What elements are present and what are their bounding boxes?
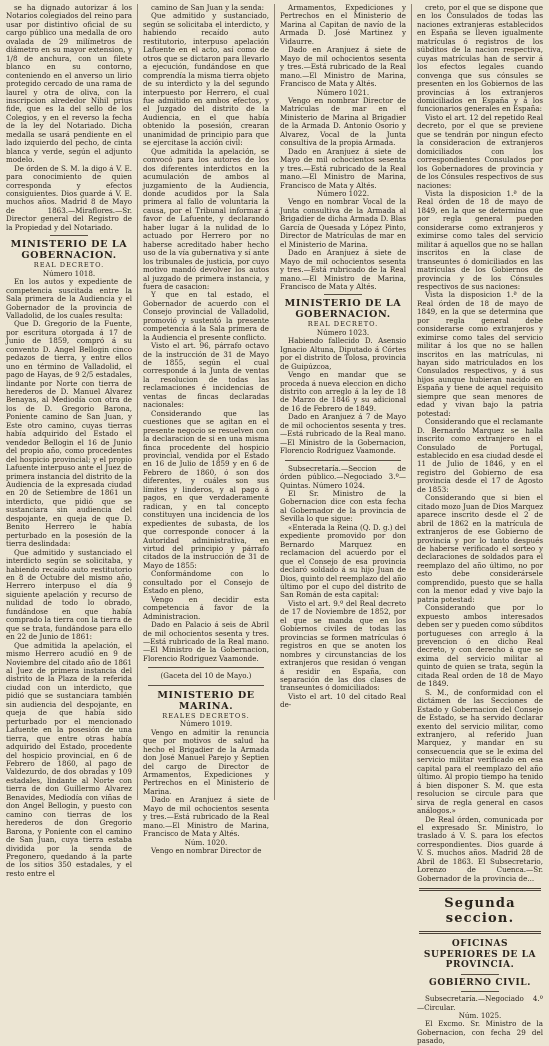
- paragraph: Que admitida la apelación, el mismo Herrero acudió en 9 de Noviembre del citado año de 1861 al Juez de primera instancia del distrito de la Plaza de la referida ciudad con un interdicto, que pidió que se sustanciara también sin audiencia del despojante, en queja de que había sido perturbado por el mencionado Lafuente en la posesión de una tierra, que entre otras había adquirido del Estado, procedente del hospicio provincial, en 6 de Febrero de 1860, al pago de Valdezurdo, de dos obradas y 109 estadales, lindante al Norte con tierra de don Guillermo Alvarez Benavides, Mediodía con viñas de don Angel Bellogin, y puesto con camino con tierras de los herederos de don Gregorio Barona, y Poniente con el camino de San Juan, cuya tierra estaba dividida por la senda de Pregonero, quedando á la parte de los sitios 350 estadales, y el resto entre el: [6, 640, 132, 878]
- subsection-heading: REALES DECRETOS.: [162, 711, 250, 720]
- paragraph: Que admitido y sustanciado el interdicto según se solicitaba, y habiendo recaído auto restitutorio en 8 de Octubre del mismo año, Herrero interpuso el día 9 siguiente apelación y recurso de nulidad de todo lo obrado, fundándose en que había comprado la tierra con la tierra de que se trata, fundándose para ello en 22 de Junio de 1861:: [6, 547, 132, 642]
- paragraph: Dado en Aranjuez á siete de Mayo de mil ochocientos sesenta y tres.—Está rubricado de la Real mano.—El Ministro de Marina, Francisco de Mata y Altés.: [280, 248, 406, 291]
- separator-rule: [461, 991, 499, 992]
- paragraph: Considerando que por lo expuesto ambos interesados deben ser y pueden como súbditos portugueses con arreglo á la prevencion ó en dicho Real decreto, y con derecho á que se exima del servicio militar al quinto de quien se trata, según la citada Real orden de 18 de Mayo de 1849.: [417, 603, 543, 689]
- paragraph: Subsecretaría.—Negociado 4.º—Circular.: [417, 994, 543, 1012]
- paragraph: creto, por el que se dispone que en los Consulados de todas las naciones extranjeras establecidos en España se lleven igualmente matrículas ó registros de los súbditos de la nacion respectiva, cuyas matrículas han de servir á los efectos legales cuando convenga que sus cónsules se presenten en los Gobiernos de las provincias á los extranjeros domiciliados en España y á los funcionarios generales en España:: [417, 3, 543, 114]
- paragraph: Conformándome con lo consultado por el Consejo de Estado en pleno,: [143, 569, 269, 596]
- paragraph: Vengo en nombrar Director de Matrículas de mar en el Ministerio de Marina al Brigadier de la Armada D. Antonio Osorio y Alvarez, Vocal de la Junta consultiva de la propia Armada.: [280, 95, 406, 148]
- decree-number: Número 1023.: [316, 327, 370, 337]
- paragraph: Visto el art. 96, párrafo octavo de la instrucción de 31 de Mayo de 1855, según el cual corresponde á la Junta de ventas la resolucion de todas las reclamaciones é incidencias de ventas de fincas declaradas nacionales:: [143, 341, 269, 410]
- paragraph: Vengo en mandar que se proceda á nueva eleccion en dicho distrito con arreglo á la ley de 18 de Marzo de 1846 y su adicional de 16 de Febrero de 1849.: [280, 370, 406, 413]
- paragraph: Armamentos, Expediciones y Pertrechos en el Ministerio de Marina al Capitan de navío de la Armada D. José Martinez y Vidaurre.: [280, 3, 406, 46]
- paragraph: se ha dignado autorizar á los Notarios colegiados del reino para usar por distintivo oficial de su cargo público una medalla de oro ovalada de 29 milímetros de diámetro en su mayor extension, y 1/8 de anchura, con un filete blanco en su contorno, conteniendo en el anverso un lirio protegido cercado de una rama de laurel y otra de oliva, con la inscripcion alrededor Nihil prius fide, que es la del sello de los Colegios, y en el reverso la fecha de la ley del Notariado. Dicha medalla se usará pendiente en el lado izquierdo del pecho, de cinta blanca y verde, según el adjunto modelo.: [6, 3, 132, 165]
- double-rule: [419, 931, 541, 934]
- subsection-heading: REAL DECRETO.: [307, 320, 379, 329]
- paragraph: En los autos y expediente de competencia suscitada entre la Sala primera de la Audiencia y el Gobernador de la provincia de Valladolid, de los cuales resulta:: [6, 277, 132, 320]
- decree-number: Número 1022.: [316, 188, 370, 198]
- paragraph: Que admitida la apelación, se convocó para los autores de los dos diferentes interdictos en la acumulación de ambos al juzgamiento de la Audiencia, donde acudidos por la Sala primera al fallo de voluntaria la causa, por el Tribunal informar á favor de Lafuente, y declarando haber lugar á la nulidad de lo actuado por Herrero por no haberse acreditado haber hecho uso de la vía gubernativa y sí ante los tribunales de justicia, por cuyo motivo mandó devolver los autos al juzgado de primera instancia, y fuera de casacion:: [143, 146, 269, 291]
- paragraph: Vista la disposicion 1.ª de la Real órden de 18 de mayo de 1849, en la que se determina que por regla general pueden considerarse como extranjeros y eximirse como tales del servicio militar á aquellos que no se hallan inscritos en la clase de transeuntes ó domiciliados en las matrículas de los Gobiernos de provincia y de los Cónsules respectivos de sus naciones:: [417, 188, 543, 291]
- office-heading: OFICINAS SUPERIORES DE LA PROVINCIA.: [423, 939, 537, 971]
- paragraph: Considerando que el reclamante D. Bernardo Marquez se halla inscrito como extranjero en el Consulado de Portugal, establecido en esa ciudad desde el 11 de Julio de 1846, y en el registro del Gobierno de esa provincia desde el 17 de Agosto de 1853:: [417, 417, 543, 494]
- paragraph: Subsecretaría.—Seccion de órden público.—Negociado 3.º—Quintas. Número 1024.: [280, 463, 406, 490]
- column-3: [274, 4, 406, 800]
- subsection-heading: REAL DECRETO.: [33, 261, 105, 270]
- decree-number: Núm. 1020.: [184, 837, 228, 847]
- paragraph: Vista la disposicion 1.ª de la Real órden de 18 de mayo de 1849, en la que se determina que por regla general debe considerarse como extranjeros y eximirse como tales del servicio militar á los que no se hallen inscritos en las matrículas, ni hayan sido matriculados en los Consulados respectivos, y á sus hijos aunque hubieran nacido en España y tiene de aquel requisito siempre que sean menores de edad y vivan bajo la patria potestad:: [417, 290, 543, 418]
- separator-rule: [285, 460, 401, 461]
- paragraph: Considerando que las cuestiones que se agitan en el presente negocio se resuelven con la declaracion de si en una misma finca procedente del hospicio provincial, vendida por el Estado en 16 de Julio de 1859 y en 6 de Febrero de 1860, ó son dos diferentes, y cuáles son sus límites y linderos, y al pago á pagos, en que verdaderamente radican, y en tal concepto constituyen una incidencia de los expedientes de subasta, de los que corresponde conocer á la Autoridad administrativa, en virtud del principio y párrafo citados de la instrucción de 31 de Mayo de 1855:: [143, 408, 269, 570]
- paragraph: Dado en Aranjuez á 7 de Mayo de mil ochocientos sesenta y tres.—Está rubricado de la Real mano.—El Ministro de la Gobernacion, Florencio Rodriguez Vaamonde.: [280, 412, 406, 456]
- paragraph: Visto el art. 12 del repetido Real decreto, por el que se previene que se tendrán por ningun efecto la consideracion de extranjeros domiciliados con los correspondientes Consulados por los Gobernadores de provincia y de los Cónsules respectivos de sus naciones:: [417, 112, 543, 190]
- separator-rule: [324, 294, 362, 295]
- paragraph: Vengo en nombrar Vocal de la Junta consultiva de la Armada al Brigadier de dicha Armada D. Blas García de Quesada y López Pinto, Director de Matrículas de mar en el Ministerio de Marina.: [280, 197, 406, 249]
- paragraph: Que admitido y sustanciado, según se solicitaba el interdicto, y habiendo recaído auto restitutorio, interpuso apelación Lafuente en el acto, así como de otros que se dictaron para llevarlo a ejecución, fundándose en que comprendía la misma tierra objeto de su interdicto y la del segundo interpuesto por Herrero, el cual fue admitido en ambos efectos, y el Juzgado del distrito de la Audiencia, en el que había obtenido la posesión, crearan unanimidad de principio para que se ejercitase la acción civil:: [143, 11, 269, 148]
- paragraph: El Excmo. Sr. Ministro de la Gobernacion, con fecha 29 del pasado,: [417, 1019, 543, 1046]
- separator-rule: [50, 235, 88, 236]
- paragraph: Visto el art. 10 del citado Real de-: [280, 691, 406, 710]
- paragraph: Que D. Gregorio de la Fuente, por escritura otorgada á 17 de Junio de 1859, compró á su convento D. Angel Bellogin cinco pedazos de tierra, y entre ellos uno en término de Valladolid, el pago de Hayas, de 9 2/5 estadales, lindante por Norte con tierra de herederos de D. Manuel Alvarez Benayas, al Mediodía con otra de los de D. Gregorio Barona, Poniente camino de San Juan, y Este otro camino, cuyas tierras había adquirido del Estado el vendedor Bellogin el 16 de Junio del propio año, como procedentes del hospicio provincial; y el propio Lafuente interpuso ante el Juez de primera instancia del distrito de la Audiencia de la expresada ciudad en 20 de Setiembre de 1861 un interdicto, que pidió que se sustanciara sin audiencia del despojante, en queja de que D. Benito Herrero le había perturbado en la posesión de la tierra deslindada:: [6, 319, 132, 549]
- column-2: [137, 3, 269, 856]
- paragraph: Vengo en decidir esta competencia á favor de la Administracion.: [143, 594, 269, 621]
- decree-number: Número 1021.: [316, 87, 370, 97]
- separator-rule: [148, 685, 264, 686]
- paragraph: El Sr. Ministro de la Gobernacion dice con esta fecha al Gobernador de la provincia de Sevilla lo que sigue:: [280, 489, 406, 524]
- paragraph: camino de San Juan y la senda:: [151, 3, 264, 12]
- paragraph: Considerando que si bien el citado mozo Juan de Dios Marquez aparece inscrito desde el 2 de abril de 1862 en la matrícula de extranjeros de ese Gobierno de provincia y por lo tanto después de haberse verificado el sorteo y declaraciones de soldados para el reemplazo del año último, no por esto debe considerársele comprendido, puesto que se halla con la menor edad y vive bajo la patria potestad:: [417, 493, 543, 604]
- paragraph: Dado en Aranjuez á siete de Mayo de mil ochocientos sesenta y tres.—Está rubricado de la Real mano.—El Ministro de Marina, Francisco de Mata y Altés.: [280, 146, 406, 190]
- paragraph: Dado en Aranjuez á siete de Mayo de mil ochocientos sesenta y tres.—Está rubricado de la Real mano.—El Ministro de Marina, Francisco de Mata y Altés.: [280, 45, 406, 89]
- column-4: [411, 3, 543, 1046]
- paragraph: Y que en tal estado, el Gobernador de acuerdo con el Consejo provincial de Valladolid, promovió y sustentó la presente competencia á la Sala primera de la Audiencia el presente conflicto.: [143, 290, 269, 342]
- paragraph: Vengo en nombrar Director de: [151, 846, 262, 856]
- paragraph: Visto el art. 9.º del Real decreto de 17 de Noviembre de 1852, por el que se manda que en los Gobiernos civiles de todas las provincias se formen matrículas ó registros en que se anoten los nombres y circunstancias de los extranjeros que residan ó vengan á residir en España, con separación de las dos clases de transeuntes ó domiciliados:: [280, 598, 406, 693]
- paragraph: De órden de S. M. la digo á V. E. para conocimiento de quien corresponda y efectos consiguientes. Dios guarde á V. E. muchos años. Madrid 8 de Mayo de 1863.—Miraflores.—Sr. Director general del Registro de la Propiedad y del Notariado.: [6, 163, 132, 232]
- paragraph: «Enterada la Reina (Q. D. g.) del expediente promovido por don Bernardo Marquez en reclamacion del acuerdo por el que el Consejo de esa provincia declaró soldado á su hijo Juan de Dios, quinto del reemplazo del año último por el cupo del distrito de San Román de esta capital:: [280, 522, 406, 600]
- separator-rule: [148, 667, 264, 668]
- double-rule: [419, 888, 541, 891]
- section-heading: MINISTERIO DE MARINA.: [157, 689, 255, 712]
- decree-number: Número 1018.: [42, 268, 96, 278]
- section-heading: MINISTERIO DE LA GOBERNACION.: [10, 239, 128, 262]
- paragraph: De Real órden, comunicada por el expresado Sr. Ministro, lo traslado á V. S. para los efectos correspondientes. Dios guarde á V. S. muchos años. Madrid 28 de Abril de 1863. El Subsecretario, Lorenzo de Cuenca.—Sr. Gobernador de la provincia de...: [417, 814, 543, 883]
- source-note: (Gaceta del 10 de Mayo.): [160, 671, 252, 681]
- paragraph: Vengo en admitir la renuncia que por motivos de salud ha hecho el Brigadier de la Armada don José Manuel Parejo y Septien del cargo de Director de Armamentos, Expediciones y Pertrechos en el Ministerio de Marina.: [143, 727, 269, 796]
- column-1: [6, 3, 132, 878]
- office-heading: GOBIERNO CIVIL.: [429, 977, 531, 988]
- decree-number: Núm. 1025.: [458, 1011, 502, 1021]
- section-heading: MINISTERIO DE LA GOBERNACION.: [284, 298, 402, 321]
- part-title: Segunda seccion.: [444, 896, 516, 927]
- separator-rule: [461, 974, 499, 975]
- paragraph: S. M., de conformidad con el dictámen de las Secciones de Estado y Gobernacion del Consejo de Estado, se ha servido declarar exento del servicio militar, como extranjero, al referido Juan Marquez, y mandar en su consecuencia que se le exima del servicio militar verificado en esa capital para el reemplazo del año último. Al propio tiempo ha tenido á bien disponer S. M. que esta resolucion se circule para que sirva de regla general en casos análogos.»: [417, 687, 543, 816]
- paragraph: Habiendo fallecido D. Asensio Ignacio Altuna, Diputado á Córtes por el distrito de Tolosa, provincia de Guipúzcoa,: [280, 336, 406, 371]
- decree-number: Número 1019.: [179, 719, 233, 729]
- paragraph: Dado en Aranjuez á siete de Mayo de mil ochocientos sesenta y tres.—Está rubricado de la Real mano.—El Ministro de Marina, Francisco de Mata y Altés.: [143, 795, 269, 839]
- paragraph: Dado en Palacio á seis de Abril de mil ochocientos sesenta y tres.—Está rubricado de la Real mano.—El Ministro de la Gobernacion, Florencio Rodriguez Vaamonde.: [143, 620, 269, 663]
